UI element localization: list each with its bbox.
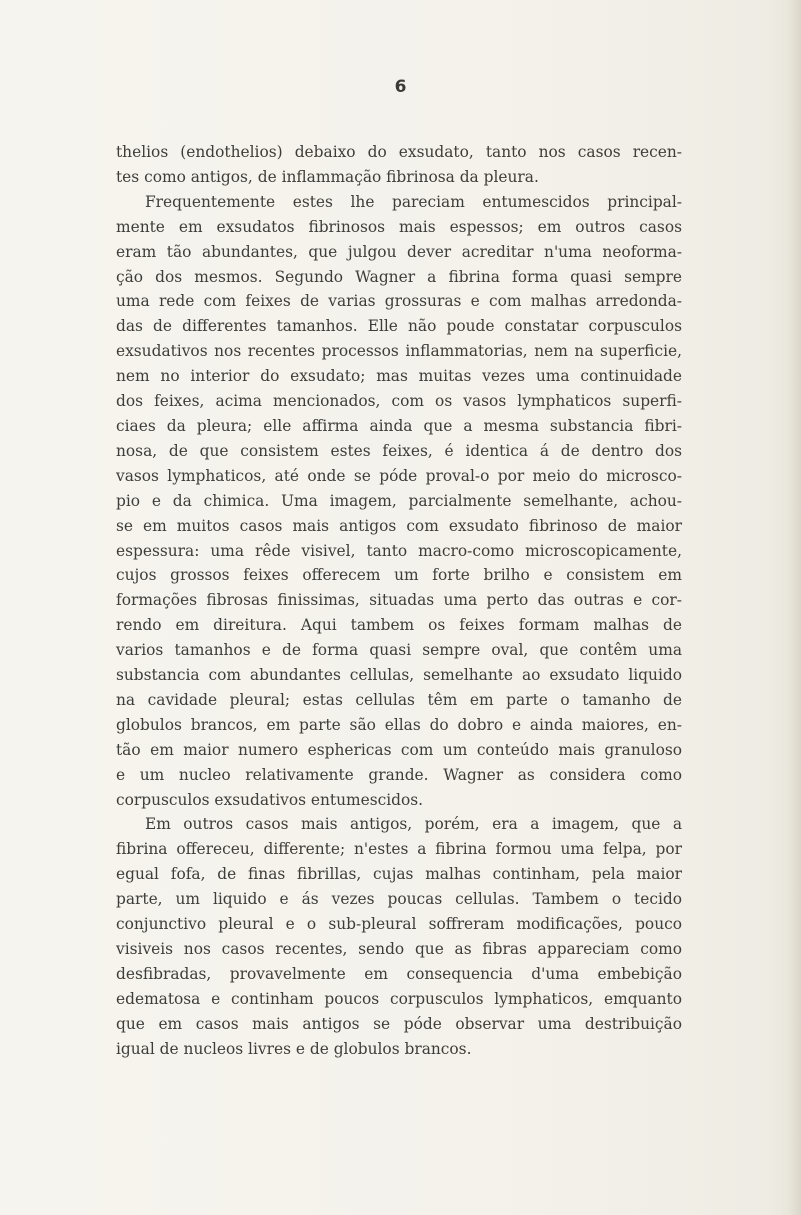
- text-line: tão em maior numero esphericas com um conteúdo mais granuloso: [116, 740, 682, 759]
- text-line: cujos grossos feixes offerecem um forte brilho e consistem em: [116, 566, 682, 585]
- text-line: varios tamanhos e de forma quasi sempre oval, que contêm uma: [116, 641, 682, 660]
- text-line: corpusculos exsudativos entumescidos.: [116, 790, 424, 809]
- text-line: tes como antigos, de inflammação fibrinosa da pleura.: [116, 167, 539, 186]
- text-line: desfibradas, provavelmente em consequencia d'uma embebição: [116, 964, 682, 983]
- text-line: igual de nucleos livres e de globulos brancos.: [116, 1039, 472, 1058]
- text-line: das de differentes tamanhos. Elle não poude constatar corpusculos: [116, 317, 682, 336]
- text-line: ciaes da pleura; elle affirma ainda que a mesma substancia fibri-: [116, 416, 682, 435]
- text-line: fibrina offereceu, differente; n'estes a fibrina formou uma felpa, por: [116, 840, 682, 859]
- text-line: dos feixes, acima mencionados, com os vasos lymphaticos superfi-: [116, 392, 682, 411]
- text-line: rendo em direitura. Aqui tambem os feixes formam malhas de: [116, 616, 682, 635]
- text-line: se em muitos casos mais antigos com exsudato fibrinoso de maior: [116, 516, 682, 535]
- text-line: nosa, de que consistem estes feixes, é identica á de dentro dos: [116, 441, 682, 460]
- text-line: Frequentemente estes lhe pareciam entumescidos principal-: [145, 192, 682, 211]
- text-line: na cavidade pleural; estas cellulas têm em parte o tamanho de: [116, 690, 682, 709]
- text-line: e um nucleo relativamente grande. Wagner as considera como: [116, 765, 682, 784]
- text-line: visiveis nos casos recentes, sendo que as fibras appareciam como: [116, 940, 682, 958]
- text-line: conjunctivo pleural e o sub-pleural soffreram modificações, pouco: [116, 915, 682, 934]
- text-line: mente em exsudatos fibrinosos mais espessos; em outros casos: [116, 217, 682, 236]
- body-text: [116, 140, 682, 1062]
- text-line: uma rede com feixes de varias grossuras e com malhas arredonda-: [116, 292, 682, 311]
- text-line: que em casos mais antigos se póde observar uma destribuição: [116, 1014, 682, 1033]
- text-line: substancia com abundantes cellulas, semelhante ao exsudato liquido: [116, 666, 682, 685]
- text-line: egual fofa, de finas fibrillas, cujas malhas continham, pela maior: [116, 865, 682, 884]
- text-line: thelios (endothelios) debaixo do exsudato, tanto nos casos recen-: [116, 143, 682, 161]
- text-line: globulos brancos, em parte são ellas do dobro e ainda maiores, en-: [116, 715, 682, 734]
- text-line: nem no interior do exsudato; mas muitas vezes uma continuidade: [116, 367, 682, 386]
- text-line: exsudativos nos recentes processos inflammatorias, nem na superficie,: [116, 342, 682, 361]
- text-line: vasos lymphaticos, até onde se póde proval-o por meio do microsco-: [116, 466, 682, 485]
- page-number: 6: [394, 77, 407, 97]
- text-line: Em outros casos mais antigos, porém, era a imagem, que a: [145, 815, 682, 834]
- text-line: edematosa e continham poucos corpusculos lymphaticos, emquanto: [116, 989, 682, 1008]
- text-line: parte, um liquido e ás vezes poucas cellulas. Tambem o tecido: [116, 890, 682, 909]
- text-line: espessura: uma rêde visivel, tanto macro-como microscopicamente,: [116, 541, 682, 560]
- text-line: ção dos mesmos. Segundo Wagner a fibrina forma quasi sempre: [116, 267, 682, 286]
- page-edge-shadow: [787, 0, 801, 1215]
- text-line: eram tão abundantes, que julgou dever acreditar n'uma neoforma-: [116, 242, 682, 261]
- text-line: pio e da chimica. Uma imagem, parcialmente semelhante, achou-: [116, 491, 682, 510]
- text-line: formações fibrosas finissimas, situadas uma perto das outras e cor-: [116, 591, 682, 610]
